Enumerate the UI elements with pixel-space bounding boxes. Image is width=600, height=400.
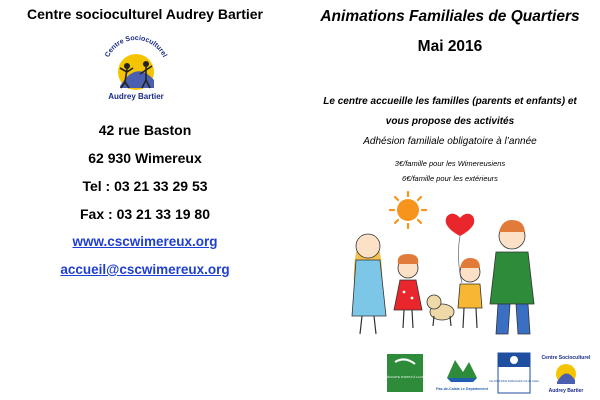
- adhesion-text: Adhésion familiale obligatoire à l’année: [363, 136, 537, 147]
- mother-figure: [352, 234, 386, 334]
- address-street: 42 rue Baston: [98, 122, 192, 138]
- father-figure: [490, 220, 534, 334]
- phone-number: Tel : 03 21 33 29 53: [82, 178, 208, 194]
- left-panel: [0, 0, 290, 400]
- sun-icon: [390, 192, 426, 228]
- caf-logo: [489, 352, 539, 394]
- csc-small-bottom: Audrey Bartier: [548, 388, 584, 394]
- csc-small-logo: [543, 352, 589, 394]
- pas-de-calais-text: Pas-de-Calais Le Département: [436, 387, 488, 391]
- intro-text: [300, 92, 600, 132]
- csc-small-top: Centre Socioculturel: [541, 355, 591, 361]
- family-illustration: [330, 188, 550, 340]
- reaap-logo: [369, 352, 441, 394]
- dog-figure: [427, 295, 454, 326]
- flyer-title: Animations Familiales de Quartiers: [320, 8, 580, 25]
- price-residents: 3€/famille pour les Wimereusiens: [394, 159, 506, 168]
- flyer-date: Mai 2016: [417, 38, 483, 55]
- reaap-logo-text: RÉSEAUX D'ÉCOUTE D'APPUI À LA PARENTALITÉ: [369, 375, 441, 379]
- address-city: 62 930 Wimereux: [88, 150, 202, 166]
- pas-de-calais-logo: [436, 352, 488, 394]
- logo-top-text: Centre Socioculturel: [104, 34, 168, 59]
- email-link[interactable]: accueil@cscwimereux.org: [60, 262, 230, 277]
- price-outsiders: 6€/famille pour les extérieurs: [402, 174, 498, 183]
- fax-number: Fax : 03 21 33 19 80: [80, 206, 210, 222]
- org-logo: [96, 30, 176, 102]
- intro-line-1: Le centre accueille les familles (parents et enfants) et: [323, 96, 577, 107]
- girl-figure: [394, 254, 422, 328]
- org-title: Centre socioculturel Audrey Bartier: [27, 6, 263, 22]
- website-link[interactable]: www.cscwimereux.org: [72, 234, 218, 249]
- boy-figure: [458, 258, 482, 328]
- intro-line-2: vous propose des activités: [385, 116, 515, 127]
- caf-logo-text: ALLOCATIONS FAMILIALES Caf du Calais: [489, 380, 539, 383]
- logo-bottom-text: Audrey Bartier: [108, 92, 164, 101]
- partner-logos: [369, 352, 591, 398]
